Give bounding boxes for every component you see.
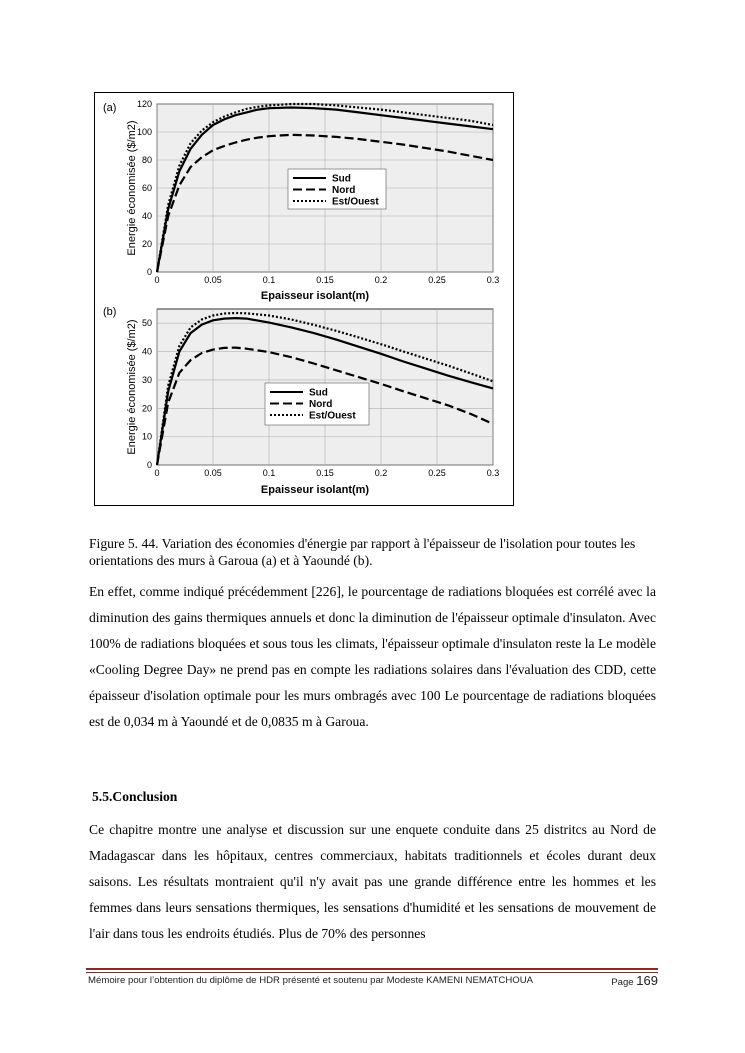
y-tick-label: 30	[141, 374, 152, 385]
x-tick-label: 0.2	[374, 275, 388, 285]
footer-rule	[86, 972, 658, 973]
paragraph: Ce chapitre montre une analyse et discussion sur une enquete conduite dans 25 distritcs au Nord de Madagascar dans les hôpitaux, centres commerciaux, habitats traditionnels et écoles durant deux saisons. Les résultats montraient qu'il n'y avait pas une grande différence entre les hommes et les femmes dans leurs sensations thermiques, les sensations d'humidité et les sensations de mouvement de l'air dans tous les endroits étudiés. Plus de 70% des personnes	[89, 822, 656, 941]
section-heading: 5.5.Conclusion	[92, 789, 178, 804]
legend-label: Nord	[309, 399, 333, 410]
x-tick-label: 0.05	[204, 468, 222, 478]
y-tick-label: 100	[136, 127, 152, 137]
legend-label: Est/Ouest	[332, 196, 379, 208]
panel-label: (b)	[103, 306, 117, 318]
y-tick-label: 50	[141, 318, 152, 329]
page-number: 169	[636, 973, 658, 988]
x-tick-label: 0.1	[262, 275, 276, 285]
footer-rule	[86, 968, 658, 970]
y-tick-label: 80	[141, 155, 152, 165]
legend-label: Sud	[309, 387, 328, 399]
y-tick-label: 20	[141, 403, 152, 414]
x-axis-label: Epaisseur isolant(m)	[260, 484, 370, 496]
x-tick-label: 0.3	[486, 275, 500, 285]
x-tick-label: 0	[154, 275, 160, 285]
x-tick-label: 0.25	[428, 275, 446, 285]
legend-label: Est/Ouest	[309, 410, 356, 422]
x-tick-label: 0.15	[316, 468, 334, 478]
x-tick-label: 0.2	[374, 468, 388, 478]
legend-label: Nord	[332, 185, 356, 196]
y-axis-label: Energie économisée ($/m2)	[126, 319, 138, 455]
y-tick-label: 0	[146, 267, 152, 277]
y-tick-label: 10	[141, 431, 152, 442]
y-tick-label: 40	[141, 211, 152, 221]
panel-label: (a)	[103, 102, 117, 114]
x-tick-label: 0.15	[316, 275, 334, 285]
footer-text: Mémoire pour l’obtention du diplôme de HDR présenté et soutenu par Modeste KAMENI NEMATCHOUA	[88, 975, 534, 986]
paragraph: En effet, comme indiqué précédemment [226], le pourcentage de radiations bloquées est corrélé avec la diminution des gains thermiques annuels et donc la diminution de l'épaisseur optimale d'insulaton. Avec 100% de radiations bloquées et sous tous les climats, l'épaisseur optimale d'insulaton reste la Le modèle «Cooling Degree Day» ne prend pas en compte les radiations solaires dans l'évaluation des CDD, cette épaisseur d'isolation optimale pour les murs ombragés avec 100 Le pourcentage de radiations bloquées est de 0,034 m à Yaoundé et de 0,0835 m à Garoua.	[89, 584, 656, 729]
y-tick-label: 20	[141, 239, 152, 249]
x-tick-label: 0.1	[262, 468, 276, 478]
figure-charts	[95, 93, 513, 505]
x-tick-label: 0.05	[204, 275, 222, 285]
y-tick-label: 0	[146, 460, 152, 470]
y-tick-label: 120	[136, 99, 152, 109]
y-axis-label: Energie économisée ($/m2)	[126, 120, 138, 256]
x-axis-label: Epaisseur isolant(m)	[260, 290, 370, 302]
figure	[94, 92, 514, 506]
y-tick-label: 40	[141, 346, 152, 357]
figure-caption: Figure 5. 44. Variation des économies d'énergie par rapport à l'épaisseur de l'isolation pour toutes les orientations des murs à Garoua (a) et à Yaoundé (b).	[89, 536, 636, 568]
y-tick-label: 60	[141, 183, 152, 193]
x-tick-label: 0.25	[428, 468, 446, 478]
x-tick-label: 0.3	[486, 468, 500, 478]
page-footer	[88, 975, 658, 986]
x-tick-label: 0	[154, 468, 160, 478]
legend-label: Sud	[332, 173, 351, 185]
page-label: Page	[611, 977, 634, 988]
page-number-block	[611, 973, 658, 988]
